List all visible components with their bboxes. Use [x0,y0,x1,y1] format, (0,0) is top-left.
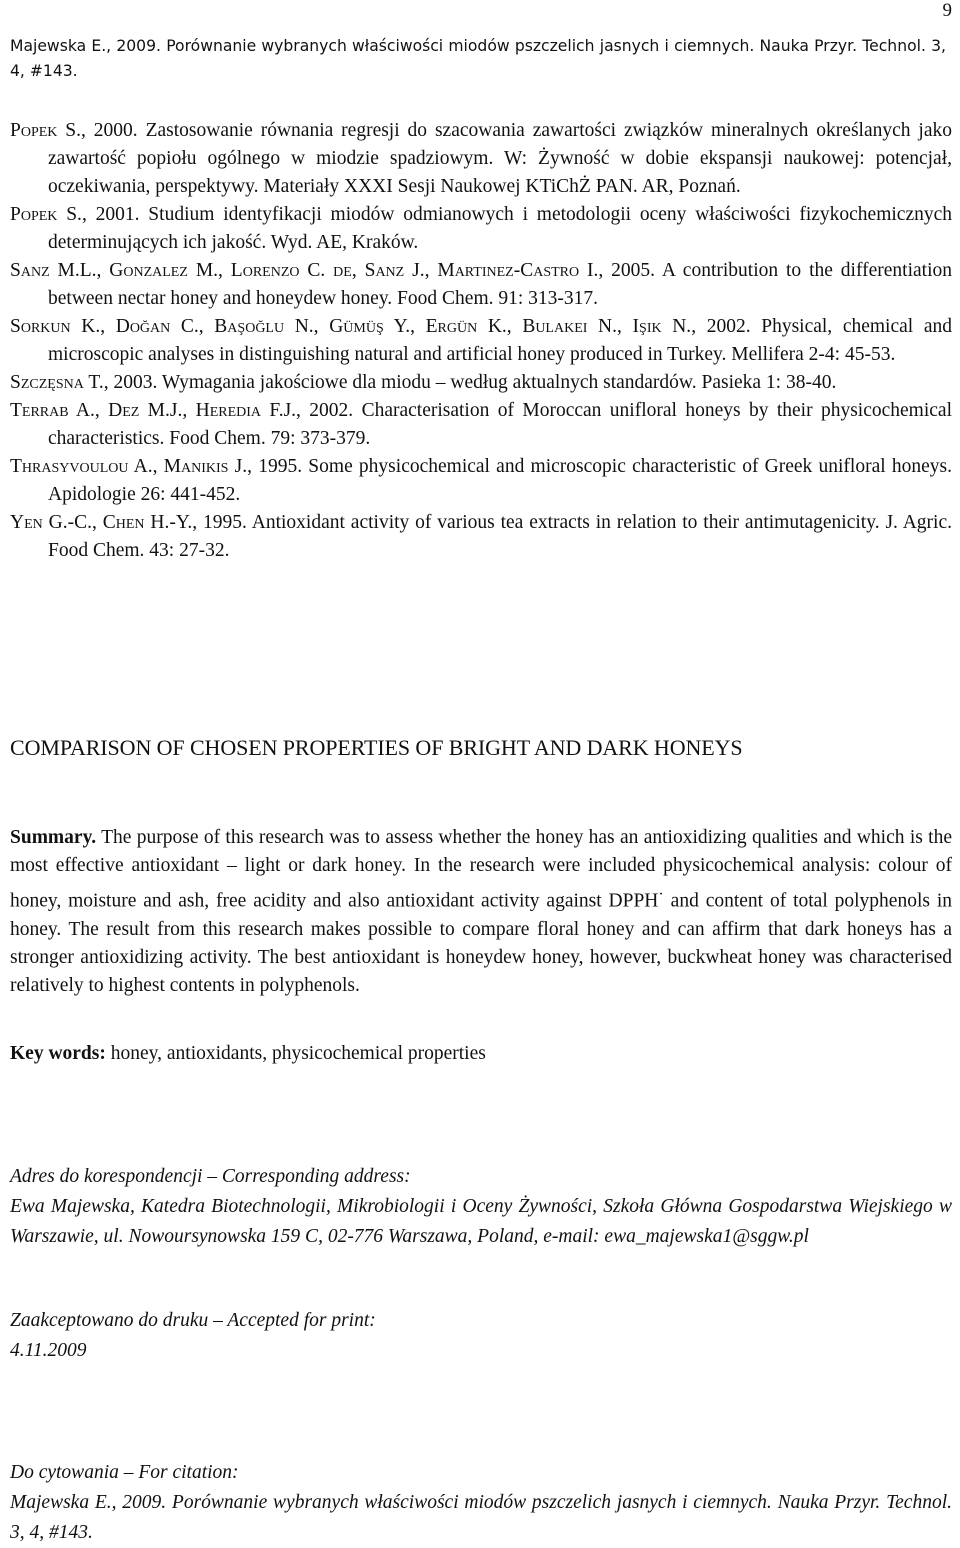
reference-details: , 1995. Antioxidant activity of various tea extracts in relation to their antimutagenicity. J. Agric. Food Chem. 43: 27-32. [48,512,953,561]
page-number: 9 [942,0,952,21]
keywords-label: Key words: [10,1043,106,1064]
reference-item [10,453,952,509]
summary [10,824,952,1000]
keywords-text: honey, antioxidants, physicochemical properties [105,1043,486,1064]
citation-label: Do cytowania – For citation: [10,1462,239,1483]
reference-item [10,397,952,453]
running-header: Majewska E., 2009. Porównanie wybranych właściwości miodów pszczelich jasnych i ciemnych. Nauka Przyr. Technol. 3, 4, #143. [10,37,946,80]
accepted-date: 4.11.2009 [10,1340,87,1361]
reference-item [10,313,952,369]
reference-details: , 1995. Some physicochemical and microscopic characteristic of Greek unifloral honeys. Apidologie 26: 441-452. [48,456,952,505]
summary-text: The purpose of this research was to assess whether the honey has an antioxidizing qualities and which is the most effective antioxidant – light or dark honey. In the research were included physicochemical analysis: colour of honey, moisture and ash, free acidity and also antioxidant activity against DPPH [10,827,952,912]
address-label: Adres do korespondencji – Corresponding address: [10,1166,411,1187]
reference-authors: Yen G.-C., Chen H.-Y. [10,512,193,533]
reference-authors: Sorkun K., Doğan C., Başoğlu N., Gümüş Y., Ergün K., Bulakei N., Işik N. [10,316,692,337]
reference-details: , 2002. Physical, chemical and microscopic analyses in distinguishing natural and artificial honey produced in Turkey. Mellifera 2-4: 45-53. [48,316,952,365]
reference-details: , 2005. A contribution to the differentiation between nectar honey and honeydew honey. Food Chem. 91: 313-317. [48,260,952,309]
address-text: Ewa Majewska, Katedra Biotechnologii, Mikrobiologii i Oceny Żywności, Szkoła Główna Gospodarstwa Wiejskiego w Warszawie, ul. Nowoursynowska 159 C, 02-776 Warszawa, Poland, e-mail: ewa_majewska1@sggw.pl [10,1196,952,1247]
reference-item [10,509,952,565]
summary-text-continued: and content of total polyphenols in honey. The result from this research makes possible to compare floral honey and can affirm that dark honeys has a stronger antioxidizing activity. The best antioxidant is honeydew honey, however, buckwheat honey was characterised relatively to highest contents in polyphenols. [10,890,952,996]
english-title: COMPARISON OF CHOSEN PROPERTIES OF BRIGHT AND DARK HONEYS [10,735,743,760]
citation-block [10,1458,952,1548]
reference-item [10,117,952,201]
summary-label: Summary. [10,827,97,848]
reference-authors: Terrab A., Dez M.J., Heredia F.J. [10,400,297,421]
reference-authors: Szczęsna T. [10,372,104,393]
accepted-label: Zaakceptowano do druku – Accepted for print: [10,1310,376,1331]
reference-authors: Thrasyvoulou A., Manikis J. [10,456,248,477]
reference-details: , 2002. Characterisation of Moroccan unifloral honeys by their physicochemical characteristics. Food Chem. 79: 373-379. [48,400,952,449]
reference-item [10,257,952,313]
reference-list [10,117,952,565]
accepted-block [10,1306,952,1366]
citation-text: Majewska E., 2009. Porównanie wybranych właściwości miodów pszczelich jasnych i ciemnych. Nauka Przyr. Technol. 3, 4, #143. [10,1492,952,1543]
dpph-radical-dot: · [658,885,664,903]
reference-item [10,201,952,257]
reference-authors: Popek S. [10,120,82,141]
reference-details: , 2003. Wymagania jakościowe dla miodu – według aktualnych standardów. Pasieka 1: 38-40. [103,372,837,393]
reference-authors: Sanz M.L., Gonzalez M., Lorenzo C. de, Sanz J., Martinez-Castro I. [10,260,599,281]
reference-authors: Popek S. [10,204,82,225]
reference-item [10,369,952,397]
reference-details: , 2001. Studium identyfikacji miodów odmianowych i metodologii oceny właściwości fizykochemicznych determinujących ich jakość. Wyd. AE, Kraków. [48,204,953,253]
reference-details: , 2000. Zastosowanie równania regresji do szacowania zawartości związków mineralnych określanych jako zawartość popiołu ogólnego w miodzie spadziowym. W: Żywność w dobie ekspansji naukowej: potencjał, oczekiwania, perspektywy. Materiały XXXI Sesji Naukowej KTiChŻ PAN. AR, Poznań. [48,120,952,197]
keywords [10,1040,486,1068]
